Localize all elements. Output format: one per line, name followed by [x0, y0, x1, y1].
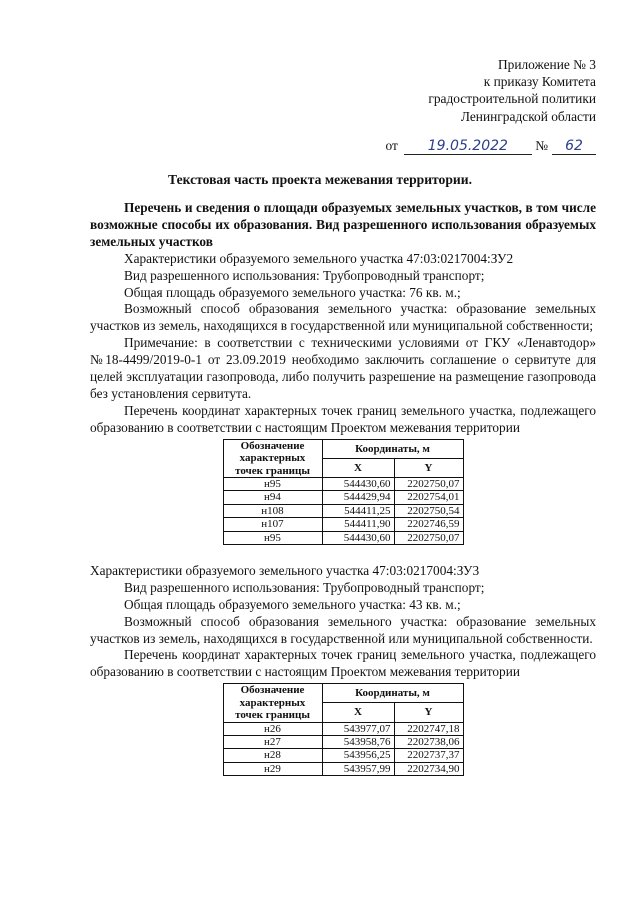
parcel-characteristics: Характеристики образуемого земельного участка 47:03:0217004:ЗУ3	[90, 562, 480, 578]
point-cell: н108	[223, 504, 322, 517]
parcel-note: Примечание: в соответствии с техническими условиями от ГКУ «Ленавтодор» №18-4499/2019-0-1 от 23.09.2019 необходимо заключить соглашение о сервитуте для целей эксплуатации газопровода, либо получить разрешение на размещение газопровода без установления сервитута.	[90, 335, 596, 401]
point-cell: н95	[223, 531, 322, 544]
handwritten-date: 19.05.2022	[404, 139, 532, 155]
handwritten-number: 62	[552, 139, 596, 155]
y-cell: 2202747,18	[394, 722, 463, 735]
x-cell: 543956,25	[322, 749, 394, 762]
order-date-line	[385, 138, 596, 155]
x-cell: 544430,60	[322, 477, 394, 490]
parcel-use: Вид разрешенного использования: Трубопроводный транспорт;	[124, 267, 485, 283]
table-row	[223, 491, 463, 504]
parcel-use: Вид разрешенного использования: Трубопроводный транспорт;	[124, 579, 485, 595]
section-heading: Перечень и сведения о площади образуемых земельных участков, в том числе возможные способы их образования. Вид разрешенного использования образуемых земельных участков	[90, 200, 596, 249]
coordinates-table	[223, 683, 464, 776]
point-cell: н29	[223, 762, 322, 775]
coords-intro: Перечень координат характерных точек границ земельного участка, подлежащего образованию в соответствии с настоящим Проектом межевания территории	[90, 402, 596, 435]
y-cell: 2202750,07	[394, 531, 463, 544]
header-point: Обозначение характерных точек границы	[223, 439, 322, 477]
table-row	[223, 722, 463, 735]
appendix-line: Приложение № 3	[497, 57, 596, 72]
number-label: №	[535, 138, 548, 153]
document-title: Текстовая часть проекта межевания территории.	[168, 172, 472, 187]
x-cell: 544430,60	[322, 531, 394, 544]
coords-intro: Перечень координат характерных точек границ земельного участка, подлежащего образованию в соответствии с настоящим Проектом межевания территории	[90, 647, 596, 680]
parcel-area: Общая площадь образуемого земельного участка: 76 кв. м.;	[124, 284, 461, 300]
point-cell: н95	[223, 477, 322, 490]
parcel-method: Возможный способ образования земельного участка: образование земельных участков из земель, находящихся в государственной или муниципальной собственности;	[90, 301, 596, 334]
table-row	[223, 477, 463, 490]
table-row	[223, 504, 463, 517]
point-cell: н26	[223, 722, 322, 735]
table-row	[223, 762, 463, 775]
table-row	[223, 518, 463, 531]
appendix-line: к приказу Комитета	[483, 74, 596, 90]
header-x: X	[322, 703, 394, 722]
header-y: Y	[394, 703, 463, 722]
point-cell: н27	[223, 735, 322, 748]
y-cell: 2202750,54	[394, 504, 463, 517]
x-cell: 544411,25	[322, 504, 394, 517]
x-cell: 543958,76	[322, 735, 394, 748]
header-x: X	[322, 458, 394, 477]
header-y: Y	[394, 458, 463, 477]
coordinates-table	[223, 439, 464, 545]
y-cell: 2202754,01	[394, 491, 463, 504]
parcel-area: Общая площадь образуемого земельного участка: 43 кв. м.;	[124, 596, 461, 612]
header-point: Обозначение характерных точек границы	[223, 684, 322, 722]
appendix-line: градостроительной политики	[428, 91, 596, 107]
appendix-line: Ленинградской области	[460, 108, 596, 124]
x-cell: 544411,90	[322, 518, 394, 531]
x-cell: 543957,99	[322, 762, 394, 775]
header-coords: Координаты, м	[322, 439, 463, 458]
table-row	[223, 531, 463, 544]
x-cell: 543977,07	[322, 722, 394, 735]
appendix-header	[428, 56, 596, 125]
parcel-method: Возможный способ образования земельного участка: образование земельных участков из земель, находящихся в государственной или муниципальной собственности.	[90, 613, 596, 646]
y-cell: 2202737,37	[394, 749, 463, 762]
y-cell: 2202734,90	[394, 762, 463, 775]
document-body	[90, 200, 596, 776]
x-cell: 544429,94	[322, 491, 394, 504]
table-row	[223, 749, 463, 762]
from-label: от	[385, 138, 398, 153]
table-row	[223, 735, 463, 748]
point-cell: н107	[223, 518, 322, 531]
y-cell: 2202746,59	[394, 518, 463, 531]
parcel-characteristics: Характеристики образуемого земельного участка 47:03:0217004:ЗУ2	[124, 250, 514, 266]
header-coords: Координаты, м	[322, 684, 463, 703]
y-cell: 2202738,06	[394, 735, 463, 748]
y-cell: 2202750,07	[394, 477, 463, 490]
point-cell: н28	[223, 749, 322, 762]
point-cell: н94	[223, 491, 322, 504]
